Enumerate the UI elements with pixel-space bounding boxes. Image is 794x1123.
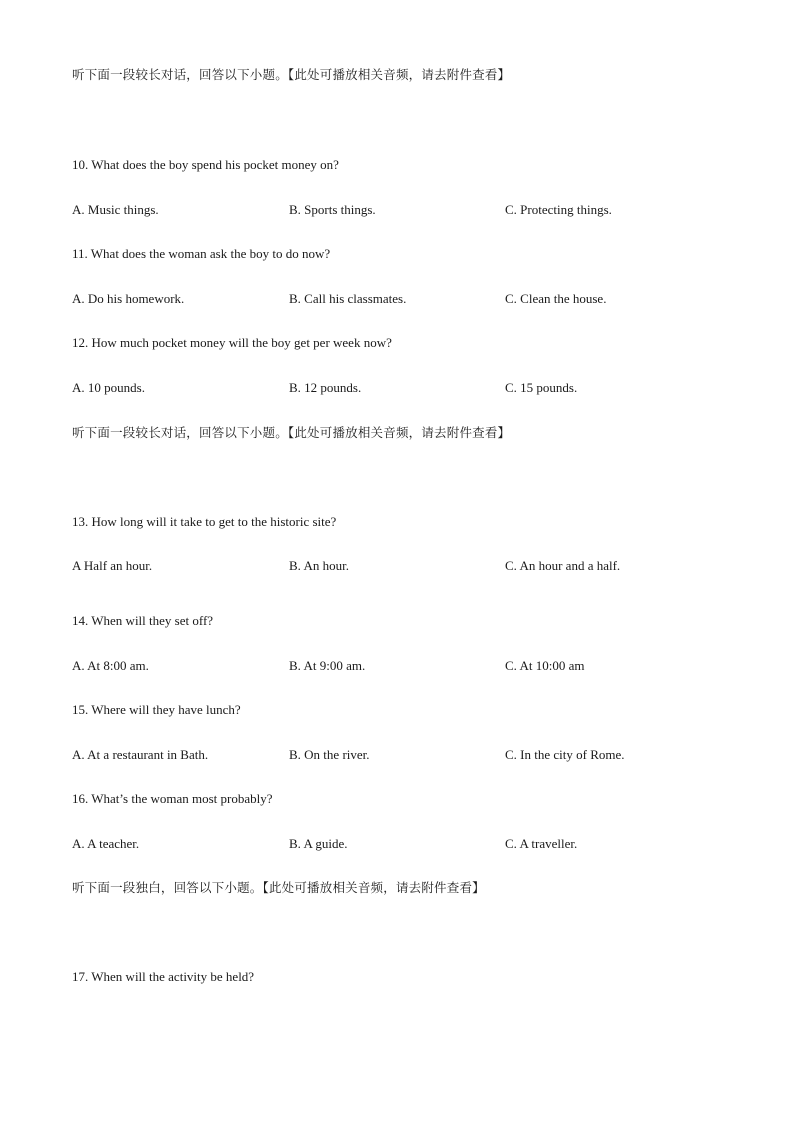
question-15-option-b: B. On the river. [289,747,370,762]
question-10-option-b: B. Sports things. [289,202,376,217]
section-1-instruction: 听下面一段较长对话，回答以下小题。【此处可播放相关音频，请去附件查看】 [72,67,511,82]
question-10-stem: 10. What does the boy spend his pocket money on? [72,157,339,172]
question-14-option-b: B. At 9:00 am. [289,658,366,673]
question-13-option-b: B. An hour. [289,558,349,573]
question-16-option-b: B. A guide. [289,836,348,851]
question-14-stem: 14. When will they set off? [72,613,214,628]
question-14-option-a: A. At 8:00 am. [72,658,149,673]
question-12-stem: 12. How much pocket money will the boy get per week now? [72,335,392,350]
section-2-instruction: 听下面一段较长对话，回答以下小题。【此处可播放相关音频，请去附件查看】 [72,425,511,440]
question-11-option-c: C. Clean the house. [505,291,607,306]
question-10-option-a: A. Music things. [72,202,159,217]
question-11-option-b: B. Call his classmates. [289,291,407,306]
question-15-option-c: C. In the city of Rome. [505,747,625,762]
question-11-stem: 11. What does the woman ask the boy to do now? [72,246,331,261]
question-16-stem: 16. What’s the woman most probably? [72,791,273,806]
question-14-option-c: C. At 10:00 am [505,658,585,673]
question-12-option-b: B. 12 pounds. [289,380,362,395]
question-13-option-a: A Half an hour. [72,558,153,573]
question-10-option-c: C. Protecting things. [505,202,612,217]
question-12-option-a: A. 10 pounds. [72,380,145,395]
question-11-option-a: A. Do his homework. [72,291,185,306]
question-16-option-a: A. A teacher. [72,836,140,851]
question-15-stem: 15. Where will they have lunch? [72,702,241,717]
question-12-option-c: C. 15 pounds. [505,380,578,395]
question-15-option-a: A. At a restaurant in Bath. [72,747,209,762]
question-13-stem: 13. How long will it take to get to the historic site? [72,514,337,529]
question-13-option-c: C. An hour and a half. [505,558,621,573]
section-3-instruction: 听下面一段独白，回答以下小题。【此处可播放相关音频，请去附件查看】 [72,880,485,895]
question-16-option-c: C. A traveller. [505,836,578,851]
question-17-stem: 17. When will the activity be held? [72,969,255,984]
